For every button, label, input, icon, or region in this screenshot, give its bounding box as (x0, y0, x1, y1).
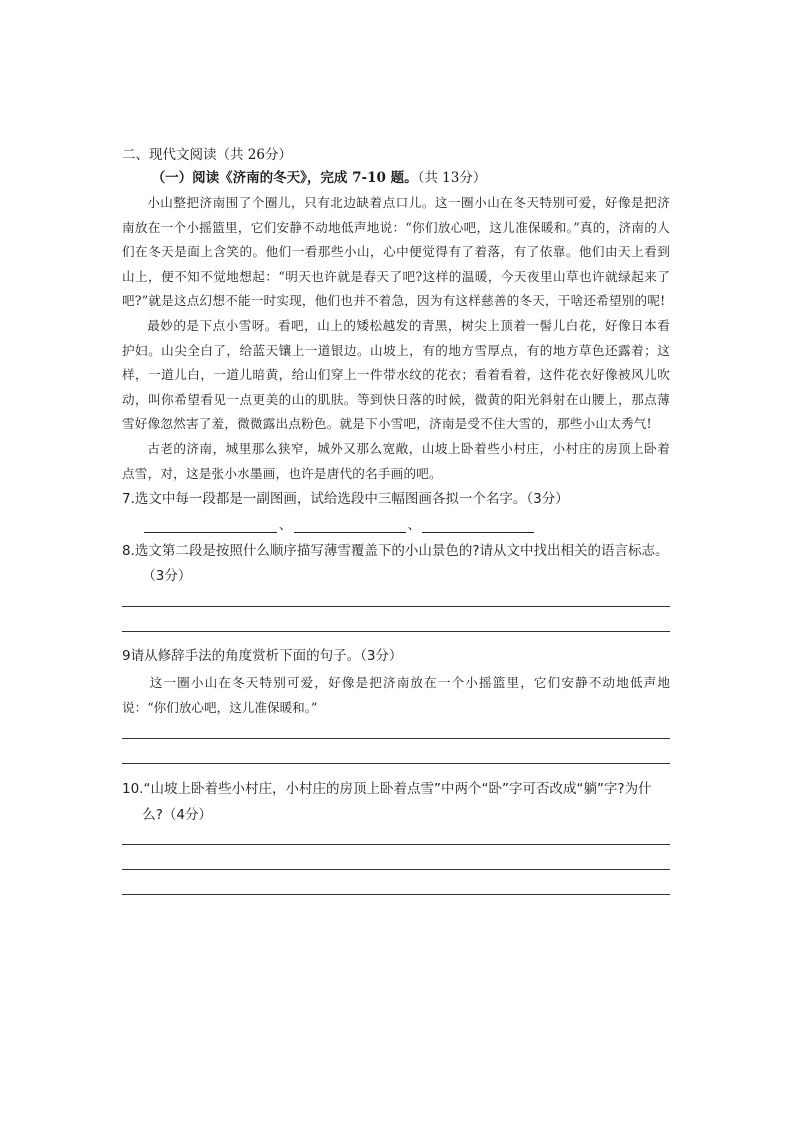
question-7 (122, 487, 670, 533)
subsection-title-main: （一）阅读《济南的冬天》，完成 7-10 题。 (151, 170, 418, 186)
blank-separator: 、 (407, 517, 421, 533)
question-9-text: 9请从修辞手法的角度赏析下面的句子。（3分） (122, 648, 403, 665)
subsection-title (122, 166, 670, 190)
answer-line[interactable] (122, 844, 670, 845)
answer-line[interactable] (122, 869, 670, 870)
question-7-text: 7.选文中每一段都是一副图画，试给选段中三幅图画各拟一个名字。（3分） (122, 491, 569, 508)
blank-separator: 、 (279, 517, 292, 533)
section-title: 二、现代文阅读（共 26分） (122, 147, 292, 163)
answer-line[interactable] (122, 894, 670, 895)
question-10-text: 10.“山坡上卧着些小村庄，小村庄的房顶上卧着点雪”中两个“卧”字可否改成“躺”字?为什么?（4分） (122, 781, 652, 824)
answer-blank-2[interactable] (294, 520, 406, 533)
question-9-quote: 这一圈小山在冬天特别可爱，好像是把济南放在一个小摇篮里，它们安静不动地低声地说：“你们放心吧，这儿准保暖和。” (122, 675, 670, 716)
answer-blank-1[interactable] (144, 520, 277, 533)
answer-blank-3[interactable] (422, 520, 534, 533)
answer-line[interactable] (122, 606, 670, 607)
question-8 (122, 539, 670, 632)
answer-line[interactable] (122, 631, 670, 632)
passage-paragraph-2: 最妙的是下点小雪呀。看吧，山上的矮松越发的青黑，树尖上顶着一髻儿白花，好像日本看护妇。山尖全白了，给蓝天镶上一道银边。山坡上，有的地方雪厚点，有的地方草色还露着；这样，一道儿白，一道儿暗黄，给山们穿上一件带水纹的花衣；看着看着，这件花衣好像被风儿吹动，叫你希望看见一点更美的山的肌肤。等到快日落的时候，微黄的阳光斜射在山腰上，那点薄雪好像忽然害了羞，微微露出点粉色。就是下小雪吧，济南是受不住大雪的，那些小山太秀气! (122, 317, 670, 432)
question-9 (122, 644, 670, 764)
reading-passage (122, 191, 670, 486)
passage-paragraph-3: 古老的济南，城里那么狭窄，城外又那么宽敞，山坡上卧着些小村庄，小村庄的房顶上卧着点雪，对，这是张小水墨画，也许是唐代的名手画的吧。 (122, 440, 670, 481)
question-8-text: 8.选文第二段是按照什么顺序描写薄雪覆盖下的小山景色的?请从文中找出相关的语言标志。（3分） (122, 543, 669, 585)
passage-paragraph-1: 小山整把济南围了个圈儿，只有北边缺着点口儿。这一圈小山在冬天特别可爱，好像是把济南放在一个小摇篮里，它们安静不动地低声地说：“你们放心吧，这儿准保暖和。”真的，济南的人们在冬天是面上含笑的。他们一看那些小山，心中便觉得有了着落，有了依靠。他们由天上看到山上，便不知不觉地想起：“明天也许就是春天了吧?这样的温暖，今天夜里山草也许就绿起来了吧?”就是这点幻想不能一时实现，他们也并不着急，因为有这样慈善的冬天，干啥还希望别的呢! (122, 195, 670, 309)
exam-content (122, 144, 670, 895)
answer-line[interactable] (122, 738, 670, 739)
subsection-score: （共 13分） (417, 170, 487, 186)
answer-line[interactable] (122, 763, 670, 764)
question-10 (122, 776, 670, 895)
question-7-answer-blanks (122, 515, 670, 533)
